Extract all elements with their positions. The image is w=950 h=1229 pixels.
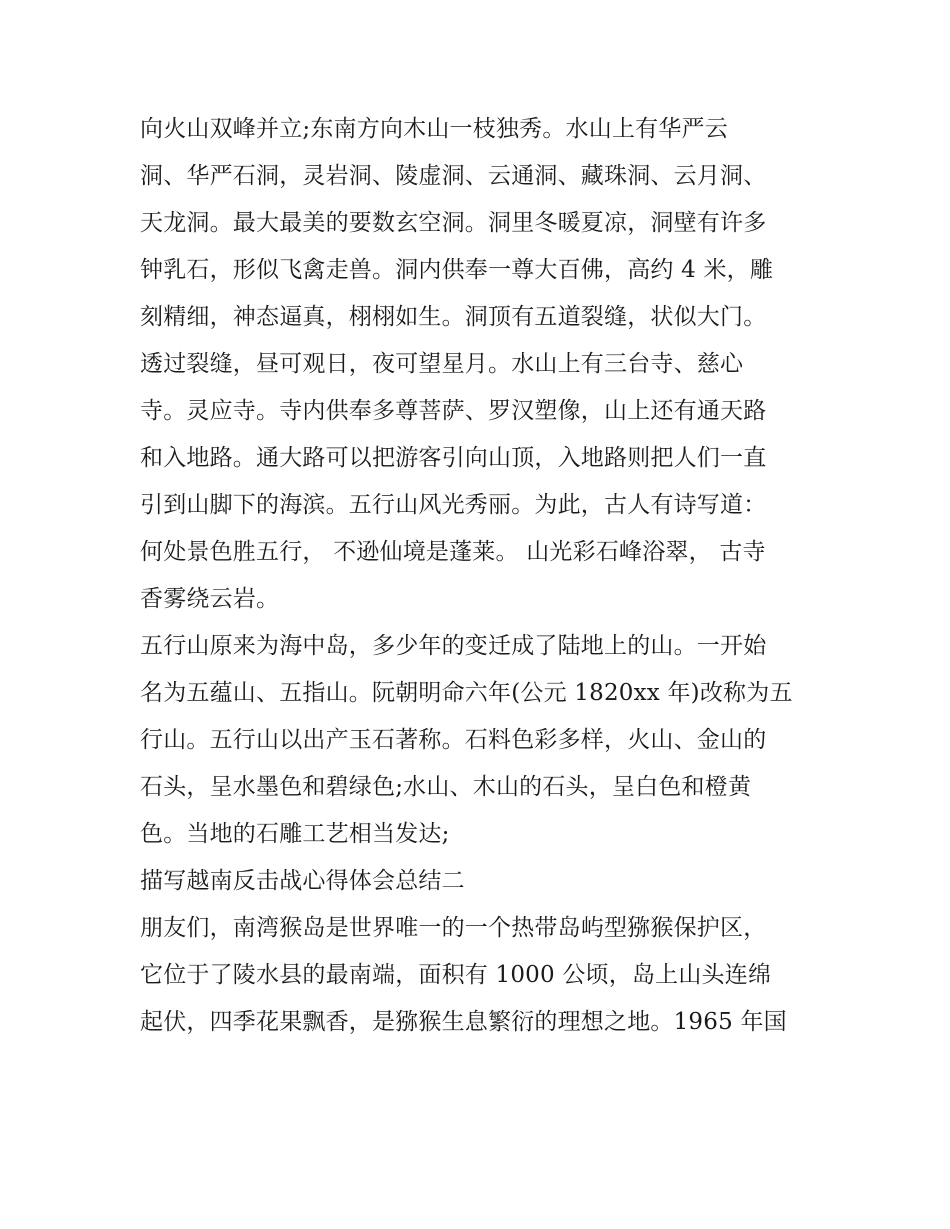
text-line: 刻精细，神态逼真，栩栩如生。洞顶有五道裂缝，状似大门。 <box>140 304 767 330</box>
text-line: 石头，呈水墨色和碧绿色;水山、木山的石头，呈白色和橙黄 <box>140 774 752 800</box>
text-line: 色。当地的石雕工艺相当发达; <box>140 821 450 847</box>
section-heading: 描写越南反击战心得体会总结二 <box>140 868 465 894</box>
text-line: 何处景色胜五行， 不逊仙境是蓬莱。 山光彩石峰浴翠， 古寺 <box>140 539 766 565</box>
text-line: 寺。灵应寺。寺内供奉多尊菩萨、罗汉塑像，山上还有通天路 <box>140 398 767 424</box>
text-line: 起伏，四季花果飘香，是猕猴生息繁衍的理想之地。1965 年国 <box>140 1009 787 1035</box>
text-line: 五行山原来为海中岛，多少年的变迁成了陆地上的山。一开始 <box>140 633 767 659</box>
text-line: 香雾绕云岩。 <box>140 586 280 612</box>
text-line: 和入地路。通大路可以把游客引向山顶，入地路则把人们一直 <box>140 445 767 471</box>
text-line: 行山。五行山以出产玉石著称。石料色彩多样，火山、金山的 <box>140 727 767 753</box>
text-line: 它位于了陵水县的最南端，面积有 1000 公顷，岛上山头连绵 <box>140 962 772 988</box>
text-line: 向火山双峰并立;东南方向木山一枝独秀。水山上有华严云 <box>140 116 728 142</box>
text-line: 引到山脚下的海滨。五行山风光秀丽。为此，古人有诗写道： <box>140 492 767 518</box>
text-line: 朋友们，南湾猴岛是世界唯一的一个热带岛屿型猕猴保护区， <box>140 915 767 941</box>
text-line: 名为五蕴山、五指山。阮朝明命六年(公元 1820xx 年)改称为五 <box>140 680 793 706</box>
text-line: 洞、华严石洞，灵岩洞、陵虚洞、云通洞、藏珠洞、云月洞、 <box>140 163 767 189</box>
text-line: 透过裂缝，昼可观日，夜可望星月。水山上有三台寺、慈心 <box>140 351 744 377</box>
document-body <box>140 106 820 1046</box>
text-line: 钟乳石，形似飞禽走兽。洞内供奉一尊大百佛，高约 4 米，雕 <box>140 257 774 283</box>
text-line: 天龙洞。最大最美的要数玄空洞。洞里冬暖夏凉，洞壁有许多 <box>140 210 767 236</box>
